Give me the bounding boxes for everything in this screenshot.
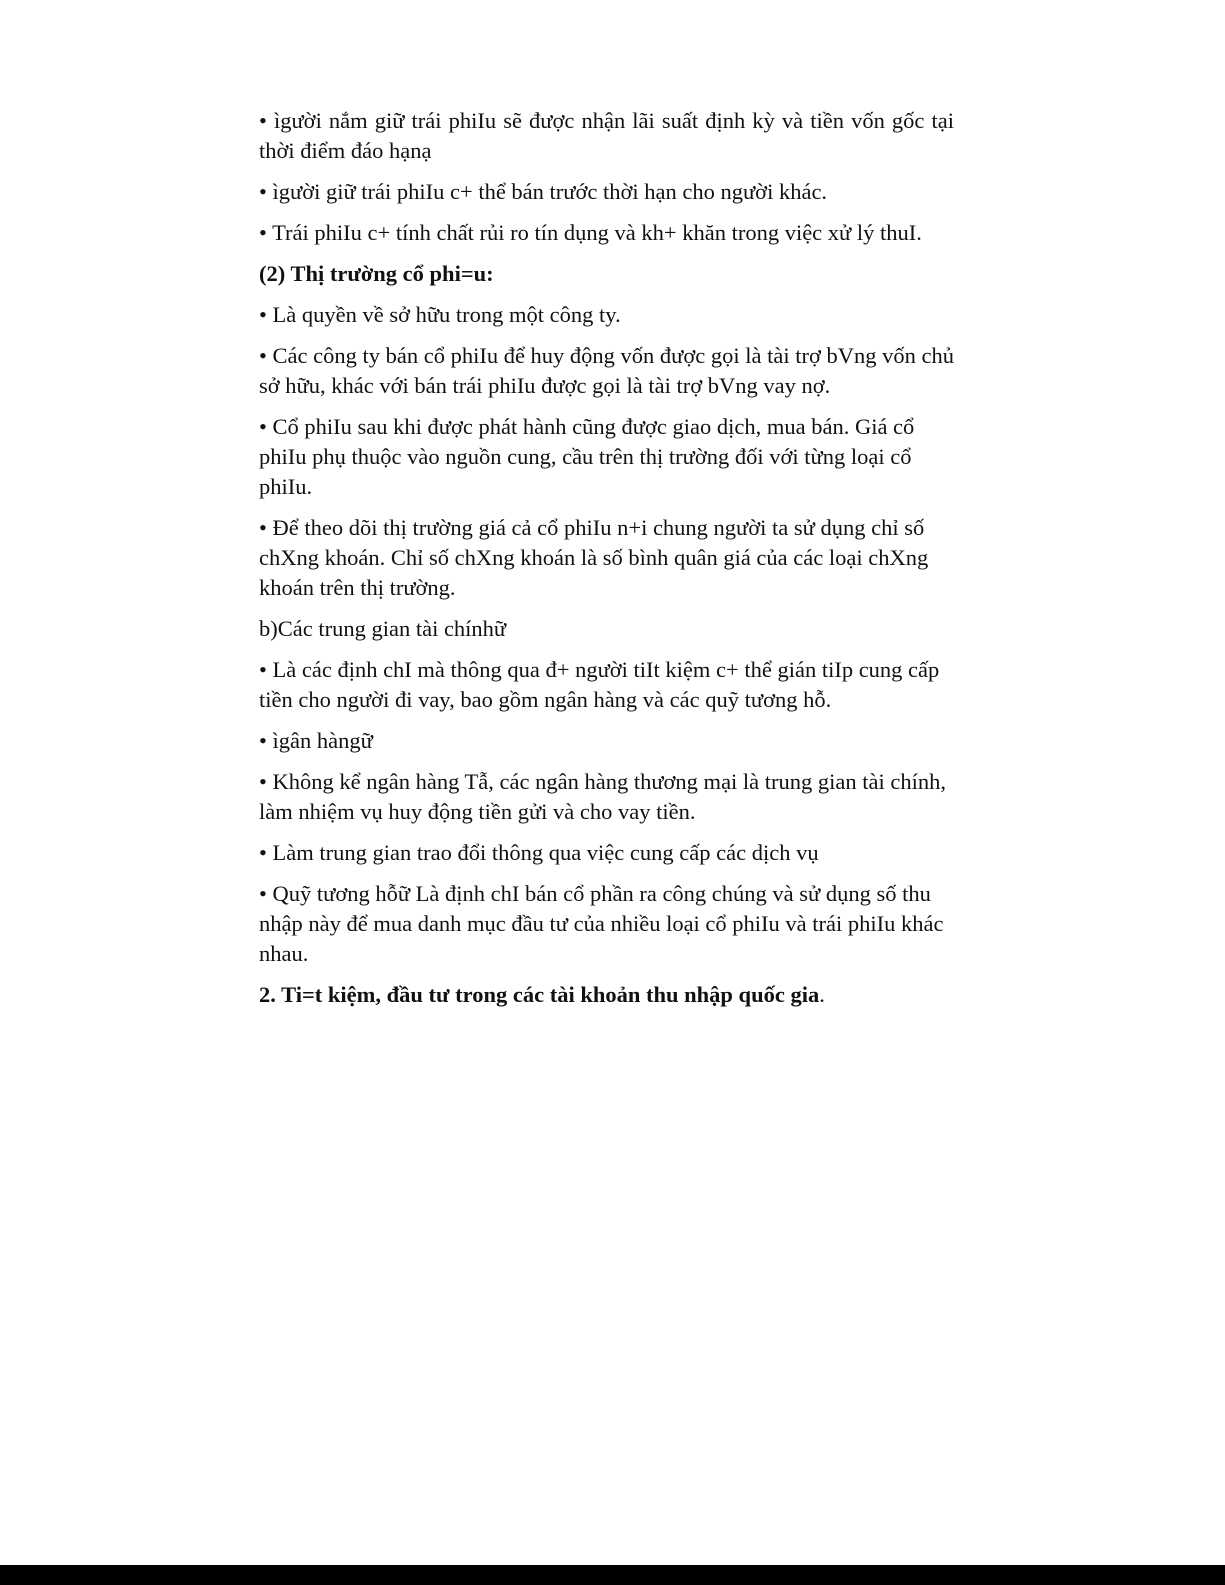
paragraph-bond-credit-risk: • Trái phiIu c+ tính chất rủi ro tín dụng và kh+ khăn trong việc xử lý thuI. — [259, 220, 922, 245]
section-heading-text: 2. Ti=t kiệm, đầu tư trong các tài khoản thu nhập quốc gia — [259, 982, 820, 1007]
paragraph-banks: • ìgân hàngữ — [259, 728, 373, 753]
paragraph-bond-sell-before-maturity: • ìgười giữ trái phiIu c+ thể bán trước thời hạn cho người khác. — [259, 179, 828, 204]
paragraph-mutual-funds: • Quỹ tương hỗữ Là định chI bán cổ phần ra công chúng và sử dụng số thu nhập này để mua danh mục đầu tư của nhiều loại cổ phiIu và trái phiIu khác nhau. — [259, 881, 944, 966]
paragraph-stock-index: • Để theo dõi thị trường giá cả cổ phiIu n+i chung người ta sử dụng chỉ số chXng khoán. Chỉ số chXng khoán là số bình quân giá của các loại chXng khoán trên thị trường. — [259, 515, 929, 600]
document-body — [259, 106, 954, 1021]
paragraph-intermediary-definition: • Là các định chI mà thông qua đ+ người tiIt kiệm c+ thể gián tiIp cung cấp tiền cho người đi vay, bao gồm ngân hàng và các quỹ tương hỗ. — [259, 657, 940, 712]
section-heading-period: . — [819, 982, 825, 1007]
section-heading-savings-investment — [259, 980, 954, 1010]
bottom-border — [0, 1565, 1225, 1585]
paragraph-commercial-banks: • Không kể ngân hàng Tẫ, các ngân hàng thương mại là trung gian tài chính, làm nhiệm vụ huy động tiền gửi và cho vay tiền. — [259, 769, 946, 824]
paragraph-bond-holder-interest: • ìgười nắm giữ trái phiIu sẽ được nhận lãi suất định kỳ và tiền vốn gốc tại thời điểm đáo hạnạ — [259, 108, 954, 163]
paragraph-stock-trading: • Cổ phiIu sau khi được phát hành cũng được giao dịch, mua bán. Giá cổ phiIu phụ thuộc vào nguồn cung, cầu trên thị trường đối với từng loại cổ phiIu. — [259, 414, 915, 499]
subheading-financial-intermediaries: b)Các trung gian tài chínhữ — [259, 616, 507, 641]
paragraph-equity-financing: • Các công ty bán cổ phiIu để huy động vốn được gọi là tài trợ bVng vốn chủ sở hữu, khác với bán trái phiIu được gọi là tài trợ bVng vay nợ. — [259, 343, 954, 398]
paragraph-exchange-intermediary: • Làm trung gian trao đổi thông qua việc cung cấp các dịch vụ — [259, 840, 819, 865]
section-heading-stock-market: (2) Thị trường cổ phi=u: — [259, 261, 494, 286]
paragraph-stock-ownership: • Là quyền về sở hữu trong một công ty. — [259, 302, 621, 327]
